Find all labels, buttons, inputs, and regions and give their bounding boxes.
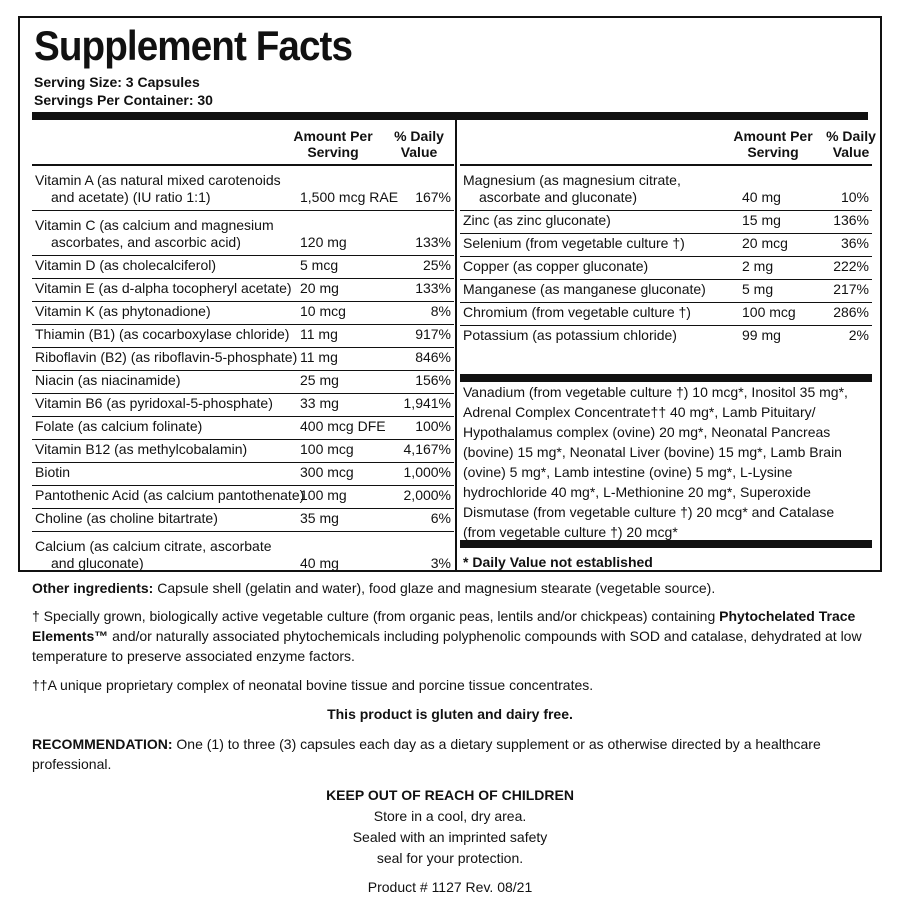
serving-size: Serving Size: 3 Capsules: [34, 74, 200, 90]
nutrient-name: Potassium (as potassium chloride): [463, 327, 677, 343]
nutrient-amount: 99 mg: [742, 327, 781, 343]
nutrient-amount: 40 mg: [300, 555, 339, 571]
nutrient-column-right: [460, 120, 876, 570]
nutrient-row: [460, 166, 872, 211]
nutrient-amount: 11 mg: [300, 326, 338, 342]
nutrient-daily-value: 133%: [415, 234, 451, 250]
nutrient-daily-value: 25%: [422, 257, 451, 273]
servings-per-container: Servings Per Container: 30: [34, 92, 213, 108]
nutrient-row: [32, 371, 454, 394]
proprietary-blend-text: Vanadium (from vegetable culture †) 10 mcg*, Inositol 35 mg*, Adrenal Complex Concentrate†† 40 mg*, Lamb Pituitary/ Hypothalamus complex (ovine) 20 mg*, Neonatal Pancreas (bovine) 15 mg*, Neonatal Liver (bovine) 15 mg*, Lamb Brain (ovine) 5 mg*, Lamb intestine (ovine) 5 mg*, L-Lysine hydrochloride 40 mg*, L-Methionine 20 mg*, Superoxide Dismutase (from vegetable culture †) 20 mcg* and Catalase (from vegetable culture †) 20 mcg*: [463, 384, 848, 540]
nutrient-daily-value: 133%: [415, 280, 451, 296]
product-number: Product # 1127 Rev. 08/21: [367, 879, 533, 895]
nutrient-name: Choline (as choline bitartrate): [35, 510, 218, 526]
nutrient-rows: [32, 166, 454, 576]
nutrient-name: Vitamin E (as d-alpha tocopheryl acetate): [35, 280, 292, 296]
nutrient-row: [32, 325, 454, 348]
nutrient-row: [460, 211, 872, 234]
nutrient-name: Vitamin C (as calcium and magnesium ascorbates, and ascorbic acid): [35, 217, 274, 250]
nutrient-daily-value: 222%: [833, 258, 869, 274]
nutrient-amount: 20 mcg: [742, 235, 788, 251]
nutrient-daily-value: 1,941%: [403, 395, 451, 411]
divider-bar: [460, 374, 872, 382]
nutrient-daily-value: 217%: [833, 281, 869, 297]
nutrient-name: Vitamin K (as phytonadione): [35, 303, 211, 319]
nutrient-amount: 35 mg: [300, 510, 339, 526]
nutrient-amount: 5 mg: [742, 281, 774, 297]
storage-line: Store in a cool, dry area.: [373, 808, 527, 824]
nutrient-row: [32, 211, 454, 256]
nutrient-row: [32, 348, 454, 371]
nutrient-amount: 33 mg: [300, 395, 339, 411]
nutrient-name: Calcium (as calcium citrate, ascorbate and gluconate): [35, 538, 272, 571]
nutrient-amount: 20 mg: [300, 280, 339, 296]
column-divider: [455, 120, 457, 570]
nutrient-daily-value: 136%: [833, 212, 869, 228]
nutrient-row: [460, 326, 872, 348]
nutrient-amount: 120 mg: [300, 234, 347, 250]
nutrient-amount: 25 mg: [300, 372, 339, 388]
other-ingredients: Other ingredients: Capsule shell (gelatin and water), food glaze and magnesium stearate (vegetable source).: [32, 580, 716, 596]
nutrient-amount: 10 mcg: [300, 303, 346, 319]
nutrient-name: Copper (as copper gluconate): [463, 258, 649, 274]
nutrient-row: [32, 440, 454, 463]
nutrient-name: Niacin (as niacinamide): [35, 372, 181, 388]
nutrient-row: [32, 486, 454, 509]
dv-header: % Daily Value: [826, 128, 876, 160]
nutrient-amount: 100 mcg: [300, 441, 354, 457]
nutrient-daily-value: 100%: [415, 418, 451, 434]
nutrient-name: Chromium (from vegetable culture †): [463, 304, 691, 320]
nutrient-amount: 100 mg: [300, 487, 347, 503]
nutrient-amount: 100 mcg: [742, 304, 796, 320]
storage-line: seal for your protection.: [376, 850, 524, 866]
nutrient-daily-value: 8%: [430, 303, 451, 319]
nutrient-amount: 2 mg: [742, 258, 774, 274]
nutrient-row: [32, 532, 454, 576]
dv-header: % Daily Value: [394, 128, 444, 160]
nutrient-row: [460, 257, 872, 280]
nutrient-daily-value: 2,000%: [403, 487, 451, 503]
nutrient-name: Vitamin B6 (as pyridoxal-5-phosphate): [35, 395, 273, 411]
nutrient-row: [460, 234, 872, 257]
nutrient-rows: [460, 166, 872, 348]
double-dagger-footnote: ††A unique proprietary complex of neonatal bovine tissue and porcine tissue concentrates.: [32, 677, 594, 693]
dv-not-established: * Daily Value not established: [463, 554, 653, 570]
nutrient-daily-value: 846%: [415, 349, 451, 365]
nutrient-daily-value: 1,000%: [403, 464, 451, 480]
nutrient-name: Pantothenic Acid (as calcium pantothenate): [35, 487, 305, 503]
nutrient-amount: 1,500 mcg RAE: [300, 189, 399, 205]
divider-bar: [460, 540, 872, 548]
amount-header: Amount Per Serving: [293, 128, 373, 160]
nutrient-name: Folate (as calcium folinate): [35, 418, 203, 434]
nutrient-daily-value: 2%: [848, 327, 869, 343]
nutrient-row: [32, 509, 454, 532]
nutrient-name: Vitamin B12 (as methylcobalamin): [35, 441, 248, 457]
nutrient-daily-value: 917%: [415, 326, 451, 342]
nutrient-name: Biotin: [35, 464, 71, 480]
nutrient-row: [32, 417, 454, 440]
nutrient-row: [32, 166, 454, 211]
amount-header: Amount Per Serving: [733, 128, 813, 160]
keep-out-warning: KEEP OUT OF REACH OF CHILDREN: [326, 787, 574, 803]
nutrient-daily-value: 286%: [833, 304, 869, 320]
nutrient-name: Magnesium (as magnesium citrate, ascorbate and gluconate): [463, 172, 681, 205]
nutrient-amount: 5 mcg: [300, 257, 339, 273]
nutrient-row: [32, 394, 454, 417]
nutrient-name: Thiamin (B1) (as cocarboxylase chloride): [35, 326, 290, 342]
nutrient-amount: 11 mg: [300, 349, 338, 365]
nutrient-row: [32, 463, 454, 486]
page-title: Supplement Facts: [34, 22, 353, 69]
nutrient-daily-value: 6%: [430, 510, 451, 526]
nutrient-row: [32, 302, 454, 325]
nutrient-name: Riboflavin (B2) (as riboflavin-5-phosphate): [35, 349, 298, 365]
nutrient-daily-value: 156%: [415, 372, 451, 388]
nutrient-name: Zinc (as zinc gluconate): [463, 212, 611, 228]
nutrient-column-left: [32, 120, 454, 570]
nutrient-daily-value: 36%: [840, 235, 869, 251]
dagger-footnote: † Specially grown, biologically active vegetable culture (from organic peas, lentils and/or chickpeas) containing Phytochelated Trace Elements™ and/or naturally associated phytochemicals including polyphenolic compounds with SOD and catalase, dehydrated at low temperature to preserve associated enzyme factors.: [32, 608, 862, 664]
nutrient-daily-value: 4,167%: [403, 441, 451, 457]
recommendation: RECOMMENDATION: One (1) to three (3) capsules each day as a dietary supplement or as otherwise directed by a healthcare professional.: [32, 736, 821, 772]
nutrient-row: [460, 280, 872, 303]
supplement-facts-panel: [18, 16, 882, 572]
nutrient-daily-value: 3%: [430, 555, 451, 571]
nutrient-name: Vitamin A (as natural mixed carotenoids and acetate) (IU ratio 1:1): [35, 172, 281, 205]
nutrient-amount: 400 mcg DFE: [300, 418, 386, 434]
nutrient-name: Manganese (as manganese gluconate): [463, 281, 706, 297]
nutrient-amount: 40 mg: [742, 189, 781, 205]
nutrient-daily-value: 167%: [415, 189, 451, 205]
nutrient-daily-value: 10%: [840, 189, 869, 205]
nutrient-name: Vitamin D (as cholecalciferol): [35, 257, 217, 273]
nutrient-name: Selenium (from vegetable culture †): [463, 235, 685, 251]
nutrient-row: [32, 256, 454, 279]
nutrient-amount: 300 mcg: [300, 464, 354, 480]
nutrient-row: [460, 303, 872, 326]
gluten-free-statement: This product is gluten and dairy free.: [327, 706, 573, 722]
nutrient-amount: 15 mg: [742, 212, 781, 228]
storage-line: Sealed with an imprinted safety: [352, 829, 548, 845]
divider-bar: [32, 112, 868, 120]
nutrient-row: [32, 279, 454, 302]
